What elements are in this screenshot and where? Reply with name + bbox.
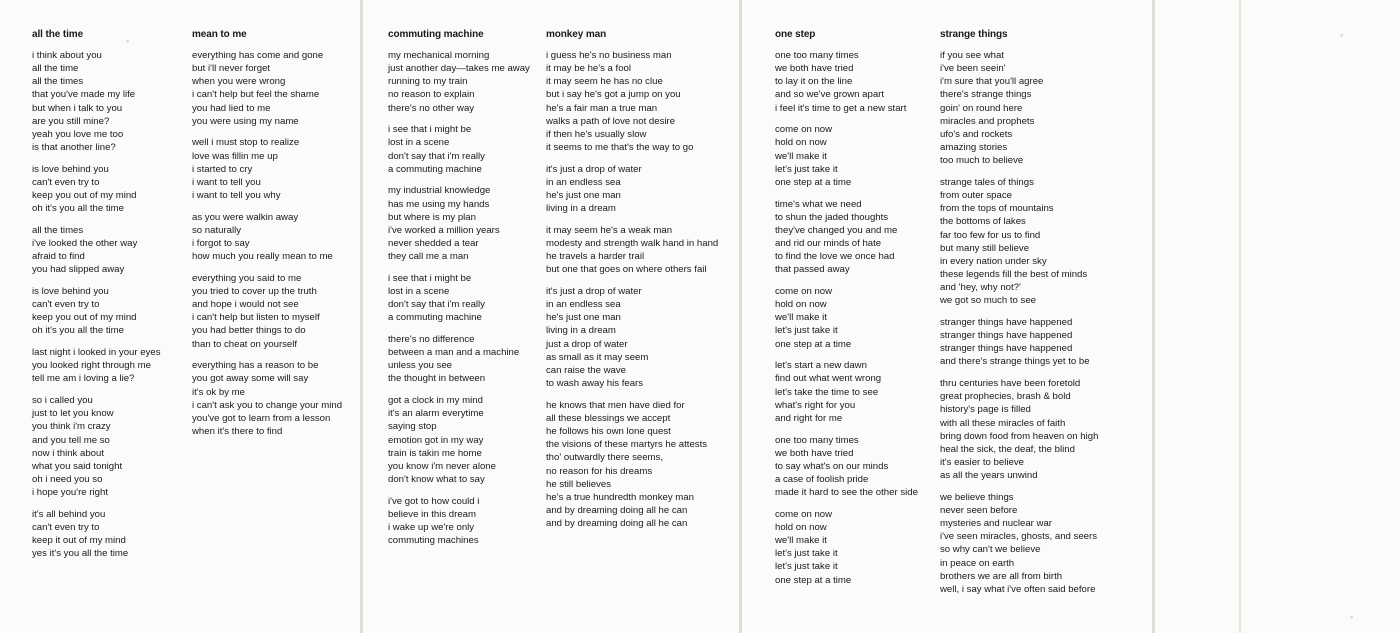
- lyric-line: you had better things to do: [192, 325, 306, 337]
- stanza: [192, 359, 342, 438]
- stanza: [775, 508, 918, 587]
- lyric-line: time's what we need: [775, 198, 862, 210]
- lyric-line: love was fillin me up: [192, 150, 278, 162]
- lyric-line: how much you really mean to me: [192, 251, 333, 263]
- lyric-line: i've got to how could i: [388, 495, 480, 507]
- lyric-line: and you tell me so: [32, 434, 110, 446]
- lyric-line: i can't help but feel the shame: [192, 89, 320, 101]
- lyric-line: to wash away his fears: [546, 378, 644, 390]
- lyric-line: we both have tried: [775, 447, 854, 459]
- lyric-line: can't even try to: [32, 176, 100, 188]
- stanza: [32, 346, 161, 385]
- lyric-line: i see that i might be: [388, 272, 472, 284]
- lyric-line: is love behind you: [32, 163, 109, 175]
- lyric-line: come on now: [775, 508, 833, 520]
- song-title: strange things: [940, 29, 1008, 40]
- lyric-line: to lay it on the line: [775, 76, 853, 88]
- lyric-line: i feel it's time to get a new start: [775, 102, 907, 114]
- lyric-line: i think about you: [32, 50, 102, 61]
- lyric-line: come on now: [775, 286, 833, 297]
- lyric-line: is love behind you: [32, 286, 109, 297]
- lyric-line: my mechanical morning: [388, 50, 490, 61]
- lyric-line: in an endless sea: [546, 176, 621, 188]
- lyric-line: well i must stop to realize: [192, 137, 300, 149]
- lyric-line: in peace on earth: [940, 557, 1015, 569]
- print-speck: ◦: [1350, 612, 1354, 622]
- lyric-line: can't even try to: [32, 522, 100, 533]
- lyric-line: it's ok by me: [192, 386, 246, 398]
- lyric-line: everything has a reason to be: [192, 360, 319, 372]
- lyric-line: stranger things have happened: [940, 343, 1073, 355]
- stanza: [192, 211, 342, 264]
- lyric-line: we'll make it: [775, 535, 827, 547]
- lyric-line: when it's there to find: [192, 426, 283, 438]
- lyric-line: what you said tonight: [32, 460, 123, 472]
- lyric-line: just another day—takes me away: [388, 63, 530, 75]
- lyric-line: lost in a scene: [388, 137, 450, 149]
- lyric-line: we'll make it: [775, 150, 827, 162]
- lyric-line: you think i'm crazy: [32, 421, 111, 433]
- lyric-line: let's start a new dawn: [775, 360, 867, 372]
- song-column: [388, 28, 530, 556]
- song-title: commuting machine: [388, 29, 484, 40]
- lyric-line: now i think about: [32, 447, 104, 459]
- lyric-line: oh i need you so: [32, 474, 103, 486]
- stanza: [940, 49, 1098, 167]
- lyric-line: all the times: [32, 76, 84, 88]
- lyric-line: and hope i would not see: [192, 299, 299, 311]
- lyric-line: as you were walkin away: [192, 211, 299, 223]
- lyric-line: believe in this dream: [388, 508, 476, 520]
- lyric-line: all these blessings we accept: [546, 412, 671, 424]
- stanza: [192, 49, 342, 128]
- lyric-line: goin' on round here: [940, 102, 1023, 114]
- lyric-line: i've worked a million years: [388, 224, 500, 236]
- lyric-line: there's no difference: [388, 333, 475, 345]
- lyric-line: are you still mine?: [32, 115, 110, 127]
- lyric-line: so naturally: [192, 224, 242, 236]
- lyric-line: and by dreaming doing all he can: [546, 505, 688, 516]
- lyric-line: but when i talk to you: [32, 102, 123, 114]
- stanza: [546, 399, 718, 531]
- lyric-line: hold on now: [775, 522, 827, 533]
- lyric-line: you know i'm never alone: [388, 460, 496, 472]
- lyric-line: last night i looked in your eyes: [32, 347, 161, 359]
- lyric-line: keep it out of my mind: [32, 535, 126, 547]
- lyric-line: bring down food from heaven on high: [940, 430, 1099, 442]
- lyric-line: tell me am i loving a lie?: [32, 373, 135, 385]
- stanza: [546, 285, 718, 390]
- lyric-line: he still believes: [546, 478, 612, 490]
- lyric-line: got a clock in my mind: [388, 395, 483, 407]
- lyric-line: the visions of these martyrs he attests: [546, 439, 708, 451]
- lyric-line: if you see what: [940, 50, 1004, 61]
- lyric-line: everything you said to me: [192, 272, 302, 284]
- lyric-line: one too many times: [775, 50, 859, 61]
- lyric-line: and 'hey, why not?': [940, 282, 1021, 294]
- stanza: [32, 49, 161, 154]
- lyric-line: a case of foolish pride: [775, 474, 869, 486]
- lyric-line: saying stop: [388, 421, 437, 433]
- lyric-line: don't say that i'm really: [388, 150, 485, 162]
- stanza: [940, 377, 1098, 482]
- lyric-line: there's no other way: [388, 102, 475, 114]
- lyric-line: far too few for us to find: [940, 229, 1041, 241]
- lyric-line: miracles and prophets: [940, 115, 1035, 127]
- stanza: [388, 272, 530, 325]
- lyric-line: everything has come and gone: [192, 50, 324, 61]
- lyric-line: i see that i might be: [388, 124, 472, 136]
- lyric-line: history's page is filled: [940, 404, 1031, 416]
- lyric-line: we'll make it: [775, 312, 827, 324]
- lyric-line: it's all behind you: [32, 508, 106, 520]
- lyric-line: lost in a scene: [388, 286, 450, 297]
- lyric-line: one step at a time: [775, 338, 852, 350]
- lyric-line: mysteries and nuclear war: [940, 518, 1052, 530]
- lyric-line: i want to tell you: [192, 176, 261, 188]
- lyric-line: it's an alarm everytime: [388, 408, 484, 420]
- lyric-line: yes it's you all the time: [32, 548, 129, 560]
- stanza: [775, 359, 918, 425]
- lyric-line: he follows his own lone quest: [546, 426, 671, 438]
- print-speck: ◦: [126, 36, 130, 46]
- lyric-line: it may be he's a fool: [546, 63, 632, 75]
- song-title: one step: [775, 29, 816, 40]
- lyric-line: no reason for his dreams: [546, 465, 653, 477]
- song-title: mean to me: [192, 29, 247, 40]
- stanza: [32, 285, 161, 338]
- stanza: [388, 394, 530, 486]
- lyric-line: never seen before: [940, 505, 1018, 516]
- lyric-line: than to cheat on yourself: [192, 338, 298, 350]
- lyric-line: but many still believe: [940, 242, 1030, 254]
- lyric-line: keep you out of my mind: [32, 312, 137, 324]
- lyric-line: great prophecies, brash & bold: [940, 391, 1071, 403]
- lyric-line: brothers we are all from birth: [940, 570, 1063, 582]
- lyric-line: so why can't we believe: [940, 544, 1041, 556]
- song-title: all the time: [32, 29, 84, 40]
- lyric-line: i've been seein': [940, 63, 1006, 75]
- lyric-line: to say what's on our minds: [775, 460, 889, 472]
- lyric-line: just a drop of water: [546, 338, 628, 350]
- lyric-line: amazing stories: [940, 142, 1008, 154]
- lyric-line: let's just take it: [775, 163, 838, 175]
- lyric-line: ufo's and rockets: [940, 128, 1013, 140]
- lyric-line: the thought in between: [388, 373, 486, 385]
- lyric-line: he's a true hundredth monkey man: [546, 491, 694, 503]
- song-column: [32, 28, 161, 569]
- lyric-line: i hope you're right: [32, 487, 108, 499]
- lyric-line: unless you see: [388, 360, 452, 372]
- print-speck: ◦: [1340, 30, 1344, 40]
- lyric-line: we got so much to see: [940, 295, 1036, 307]
- lyric-line: don't know what to say: [388, 474, 485, 486]
- lyric-line: that you've made my life: [32, 89, 136, 101]
- lyric-line: to find the love we once had: [775, 251, 895, 263]
- lyric-line: i wake up we're only: [388, 522, 475, 533]
- lyric-line: i want to tell you why: [192, 190, 281, 202]
- lyric-line: i've seen miracles, ghosts, and seers: [940, 531, 1098, 543]
- lyric-line: my industrial knowledge: [388, 185, 491, 197]
- lyric-line: yeah you love me too: [32, 128, 124, 140]
- lyric-line: i forgot to say: [192, 238, 250, 250]
- lyric-line: i'm sure that you'll agree: [940, 76, 1044, 88]
- lyric-line: you had lied to me: [192, 102, 271, 114]
- lyric-line: don't say that i'm really: [388, 299, 485, 311]
- stanza: [388, 123, 530, 176]
- lyric-line: let's just take it: [775, 325, 838, 337]
- stanza: [775, 49, 918, 115]
- lyric-line: come on now: [775, 124, 833, 136]
- stanza: [192, 272, 342, 351]
- stanza: [388, 495, 530, 548]
- stanza: [775, 198, 918, 277]
- lyric-line: a commuting machine: [388, 163, 482, 175]
- lyric-line: and right for me: [775, 412, 843, 424]
- panel-5: [1241, 0, 1400, 633]
- lyric-line: with all these miracles of faith: [940, 417, 1066, 429]
- stanza: [192, 136, 342, 202]
- lyric-line: it seems to me that's the way to go: [546, 142, 694, 154]
- stanza: [546, 163, 718, 216]
- lyric-line: strange tales of things: [940, 176, 1034, 188]
- lyric-line: heal the sick, the deaf, the blind: [940, 443, 1075, 455]
- lyric-line: train is takin me home: [388, 447, 482, 459]
- lyric-line: walks a path of love not desire: [546, 115, 676, 127]
- lyric-line: living in a dream: [546, 203, 616, 215]
- lyric-line: a commuting machine: [388, 312, 482, 324]
- lyric-line: find out what went wrong: [775, 373, 882, 385]
- lyric-line: emotion got in my way: [388, 434, 484, 446]
- stanza: [940, 176, 1098, 308]
- lyric-line: let's take the time to see: [775, 386, 879, 398]
- lyric-line: can't even try to: [32, 299, 100, 311]
- lyric-line: it may seem he has no clue: [546, 76, 663, 88]
- lyric-line: never shedded a tear: [388, 238, 479, 250]
- lyric-line: he's just one man: [546, 190, 621, 202]
- lyric-line: it's easier to believe: [940, 457, 1024, 469]
- lyric-line: one too many times: [775, 434, 859, 446]
- lyric-line: can raise the wave: [546, 364, 626, 376]
- lyric-line: hold on now: [775, 137, 827, 149]
- lyric-line: we believe things: [940, 491, 1014, 503]
- lyric-line: he knows that men have died for: [546, 399, 685, 411]
- stanza: [388, 184, 530, 263]
- song-title: monkey man: [546, 29, 607, 40]
- lyric-line: and so we've grown apart: [775, 89, 885, 101]
- song-column: [546, 28, 718, 539]
- song-column: [940, 28, 1098, 605]
- fold-line: [739, 0, 742, 633]
- lyric-line: too much to believe: [940, 155, 1024, 167]
- stanza: [546, 49, 718, 154]
- lyric-line: these legends fill the best of minds: [940, 269, 1088, 280]
- lyric-line: i started to cry: [192, 163, 253, 175]
- lyric-line: keep you out of my mind: [32, 190, 137, 202]
- lyric-line: modesty and strength walk hand in hand: [546, 238, 719, 250]
- lyric-line: they've changed you and me: [775, 224, 898, 236]
- lyric-line: stranger things have happened: [940, 316, 1073, 328]
- lyric-line: i guess he's no business man: [546, 50, 672, 61]
- lyric-line: that passed away: [775, 264, 850, 276]
- lyric-line: all the time: [32, 63, 79, 75]
- stanza: [775, 434, 918, 500]
- lyric-line: hold on now: [775, 299, 827, 311]
- lyric-line: they call me a man: [388, 251, 469, 263]
- lyric-line: running to my train: [388, 76, 468, 88]
- lyric-line: you got away some will say: [192, 373, 309, 385]
- lyric-line: you were using my name: [192, 115, 299, 127]
- stanza: [32, 394, 161, 499]
- lyric-line: as small as it may seem: [546, 351, 649, 363]
- lyric-line: oh it's you all the time: [32, 203, 124, 215]
- stanza: [940, 491, 1098, 596]
- lyric-line: stranger things have happened: [940, 330, 1073, 342]
- lyric-line: all the times: [32, 224, 84, 236]
- lyric-line: oh it's you all the time: [32, 325, 124, 337]
- lyric-line: one step at a time: [775, 176, 852, 188]
- song-column: [775, 28, 918, 595]
- lyric-line: he's a fair man a true man: [546, 102, 658, 114]
- stanza: [32, 163, 161, 216]
- panel-4: [1155, 0, 1239, 633]
- lyric-line: from outer space: [940, 190, 1012, 202]
- lyric-line: and by dreaming doing all he can: [546, 518, 688, 530]
- lyric-line: if then he's usually slow: [546, 128, 647, 140]
- stanza: [388, 49, 530, 115]
- lyric-line: the bottoms of lakes: [940, 216, 1026, 228]
- lyric-line: has me using my hands: [388, 198, 490, 210]
- lyric-line: in every nation under sky: [940, 255, 1047, 267]
- lyric-line: just to let you know: [32, 408, 114, 420]
- lyric-line: so i called you: [32, 395, 93, 407]
- lyric-line: afraid to find: [32, 251, 85, 263]
- lyric-line: we both have tried: [775, 63, 854, 75]
- lyric-line: and rid our minds of hate: [775, 238, 882, 250]
- lyric-line: well, i say what i've often said before: [940, 583, 1096, 595]
- fold-line: [1152, 0, 1155, 633]
- lyric-line: let's just take it: [775, 548, 838, 560]
- stanza: [388, 333, 530, 386]
- fold-line: [360, 0, 363, 633]
- lyric-line: you had slipped away: [32, 264, 125, 276]
- lyric-line: it's just a drop of water: [546, 286, 642, 297]
- lyric-line: thru centuries have been foretold: [940, 378, 1081, 390]
- lyric-line: you tried to cover up the truth: [192, 286, 317, 297]
- lyric-line: but one that goes on where others fail: [546, 264, 707, 276]
- lyric-line: made it hard to see the other side: [775, 487, 918, 499]
- lyric-line: when you were wrong: [192, 76, 286, 88]
- lyric-line: tho' outwardly there seems,: [546, 452, 664, 464]
- lyric-line: is that another line?: [32, 142, 116, 154]
- lyric-line: in an endless sea: [546, 299, 621, 311]
- lyric-line: but where is my plan: [388, 211, 476, 223]
- lyric-line: between a man and a machine: [388, 347, 520, 359]
- lyric-line: let's just take it: [775, 561, 838, 573]
- fold-line: [1239, 0, 1241, 633]
- lyric-line: living in a dream: [546, 325, 616, 337]
- stanza: [32, 224, 161, 277]
- lyric-line: there's strange things: [940, 89, 1032, 101]
- song-column: [192, 28, 342, 447]
- lyric-line: commuting machines: [388, 535, 479, 547]
- lyric-line: i've looked the other way: [32, 238, 138, 250]
- lyric-line: no reason to explain: [388, 89, 475, 101]
- lyric-line: as all the years unwind: [940, 470, 1038, 482]
- lyric-line: to shun the jaded thoughts: [775, 211, 889, 223]
- lyric-line: and there's strange things yet to be: [940, 356, 1090, 368]
- lyric-line: from the tops of mountains: [940, 203, 1054, 215]
- stanza: [546, 224, 718, 277]
- lyric-line: you looked right through me: [32, 360, 151, 372]
- stanza: [32, 508, 161, 561]
- lyric-line: he's just one man: [546, 312, 621, 324]
- lyric-line: you've got to learn from a lesson: [192, 412, 331, 424]
- lyric-line: but i'll never forget: [192, 63, 271, 75]
- lyric-line: it's just a drop of water: [546, 163, 642, 175]
- stanza: [775, 285, 918, 351]
- lyric-line: what's right for you: [775, 399, 856, 411]
- lyric-line: i can't help but listen to myself: [192, 312, 320, 324]
- lyric-line: it may seem he's a weak man: [546, 224, 673, 236]
- lyric-line: one step at a time: [775, 574, 852, 586]
- lyric-line: but i say he's got a jump on you: [546, 89, 681, 101]
- stanza: [940, 316, 1098, 369]
- stanza: [775, 123, 918, 189]
- lyric-line: he travels a harder trail: [546, 251, 645, 263]
- lyric-line: i can't ask you to change your mind: [192, 399, 343, 411]
